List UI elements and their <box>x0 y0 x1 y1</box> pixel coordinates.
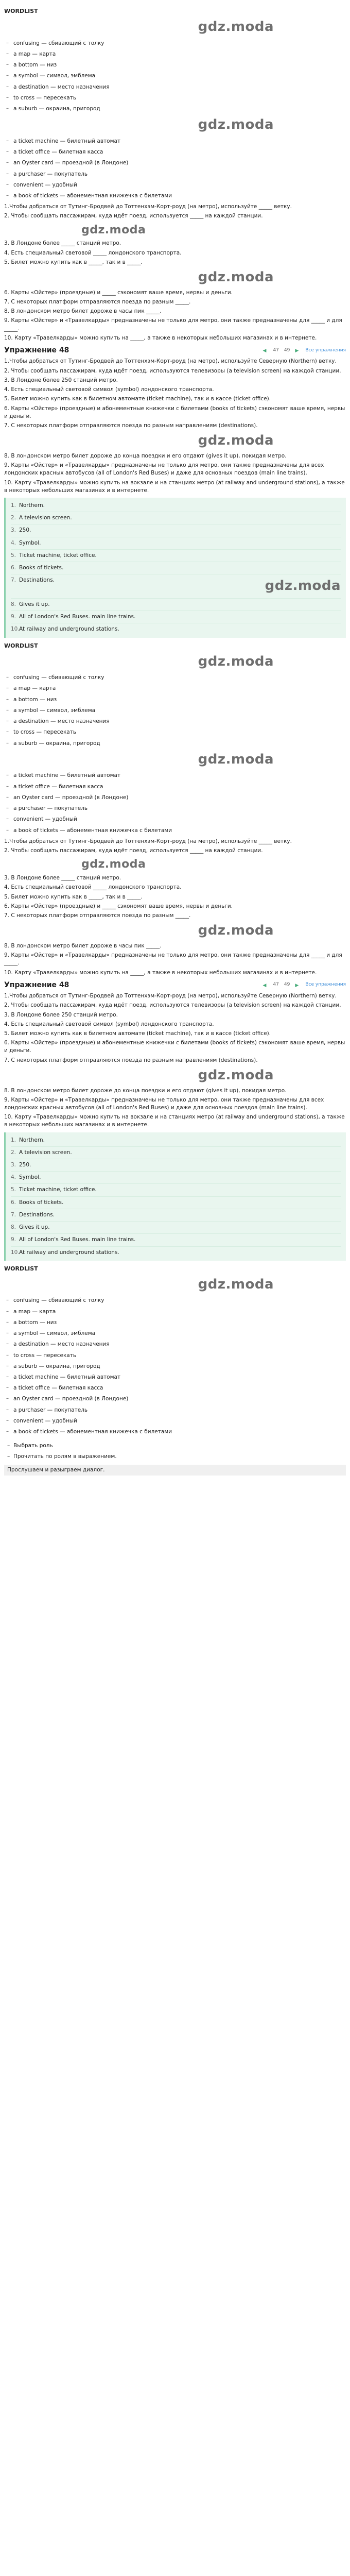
wordlist-item: – a bottom — низ <box>6 1319 57 1326</box>
answer-item: 9. All of London's Red Buses. main line trains. <box>11 611 341 623</box>
wordlist-item: – a map — карта <box>6 1308 56 1315</box>
answer-item: 7. Destinations. <box>11 1209 341 1222</box>
wordlist-item: – a map — карта <box>6 685 56 692</box>
wordlist-item: – a bottom — низ <box>6 696 57 703</box>
watermark-row <box>4 268 346 287</box>
watermark-row <box>4 750 346 770</box>
sentence: 1.Чтобы добраться от Тутинг-Бродвей до Тоттенхэм-Корт-роуд (на метро), используйте _____ ветку. <box>4 204 292 210</box>
wordlist-item: – a ticket machine — билетный автомат <box>6 1374 121 1380</box>
translated-sentence: 2. Чтобы сообщать пассажирам, куда идёт поезд, используются телевизоры (a television screen) на каждой станции. <box>4 367 341 374</box>
translated-sentence: 8. В лондонском метро билет дороже до конца поездки и его отдают (gives it up), покидая метро. <box>4 452 287 459</box>
exercise-nav <box>262 347 346 354</box>
wordlist-item: – a ticket office — билетная касса <box>6 149 103 156</box>
watermark-row <box>4 856 346 873</box>
watermark: gdz.moda <box>198 653 274 669</box>
answers-box <box>4 1132 346 1261</box>
translated-sentence: 9. Карты «Ойстер» и «Травелкарды» предназначены не только для метро, они также предназначены для всех лондонских красных автобусов (all of London's Red Buses) и даже для основных поездов (main line trains). <box>4 462 324 477</box>
instructions <box>4 1440 346 1462</box>
wordlist-item: – a book of tickets — абонементная книжечка с билетами <box>6 1429 172 1435</box>
answer-item: 6. Books of tickets. <box>11 1197 341 1209</box>
sentence: 6. Карты «Ойстер» (проездные) и _____ сэкономят ваше время, нервы и деньги. <box>4 289 233 296</box>
wordlist-item: – convenient — удобный <box>6 1417 77 1424</box>
watermark: gdz.moda <box>198 269 274 285</box>
translated-sentence: 1.Чтобы добраться от Тутинг-Бродвей до Тоттенхэм-Корт-роуд (на метро), используйте Северную (Northern) ветку. <box>4 358 337 365</box>
answer-item: 1. Northern. <box>11 1134 341 1147</box>
sentence: 4. Есть специальный световой _____ лондонского транспорта. <box>4 249 182 256</box>
sentence: 2. Чтобы сообщать пассажирам, куда идёт поезд, используется _____ на каждой станции. <box>4 848 263 854</box>
all-exercises-link[interactable]: Все упражнения <box>305 347 346 353</box>
translated-sentence: 1.Чтобы добраться от Тутинг-Бродвей до Тоттенхэм-Корт-роуд (на метро), используйте Северную (Northern) ветку. <box>4 993 337 999</box>
wordlist-item: – a suburb — окраина, пригород <box>6 1363 100 1369</box>
prev-arrow-icon[interactable]: ◀ <box>262 982 267 988</box>
wordlist-item: – a symbol — символ, эмблема <box>6 707 96 714</box>
translated-sentence: 6. Карты «Ойстер» (проездные) и абонементные книжечки с билетами (books of tickets) сэкономят ваше время, нервы и деньги. <box>4 405 345 419</box>
wordlist-item: – to cross — пересекать <box>6 94 77 101</box>
watermark-row <box>4 222 346 239</box>
next-arrow-icon[interactable]: ▶ <box>295 348 299 354</box>
answer-item: 9. All of London's Red Buses. main line trains. <box>11 1234 341 1246</box>
prev-exercise-link[interactable]: 47 <box>273 982 279 988</box>
wordlist-item: – an Oyster card — проездной (в Лондоне) <box>6 1396 129 1402</box>
wordlist-item: – a purchaser — покупатель <box>6 171 88 177</box>
sentence: 5. Билет можно купить как в _____, так и в _____. <box>4 259 143 265</box>
answer-item: 10. At railway and underground stations. <box>11 1249 119 1256</box>
next-arrow-icon[interactable]: ▶ <box>295 982 299 988</box>
wordlist-item: – confusing — сбивающий с толку <box>6 674 104 681</box>
wordlist-title: WORDLIST <box>4 1265 38 1272</box>
sentence: 2. Чтобы сообщать пассажирам, куда идёт поезд, используется _____ на каждой станции. <box>4 213 263 219</box>
wordlist-item: – a book of tickets — абонементная книжечка с билетами <box>6 192 172 199</box>
answer-item: 8. Gives it up. <box>11 1222 341 1234</box>
watermark: gdz.moda <box>198 923 274 939</box>
translated-sentence: 5. Билет можно купить как в билетном автомате (ticket machine), так и в кассе (ticket office). <box>4 1030 271 1037</box>
all-exercises-link[interactable]: Все упражнения <box>305 982 346 988</box>
wordlist-item: – a ticket machine — билетный автомат <box>6 138 121 144</box>
wordlist-item: – convenient — удобный <box>6 181 77 188</box>
sentence: 3. В Лондоне более _____ станций метро. <box>4 240 121 247</box>
watermark-row <box>4 1066 346 1086</box>
instruction-item: – Выбрать роль <box>4 1440 346 1451</box>
answer-item: 5. Ticket machine, ticket office. <box>11 1184 341 1196</box>
wordlist-item: – confusing — сбивающий с толку <box>6 40 104 46</box>
next-exercise-link[interactable]: 49 <box>284 982 290 988</box>
sentence: 4. Есть специальный световой _____ лондонского транспорта. <box>4 884 182 891</box>
answer-item: 2. A television screen. <box>11 1147 341 1159</box>
wordlist-continued <box>4 136 346 201</box>
wordlist-item: – a purchaser — покупатель <box>6 1406 88 1413</box>
wordlist-item: – confusing — сбивающий с толку <box>6 1297 104 1304</box>
watermark: gdz.moda <box>198 433 274 449</box>
wordlist-item: – a map — карта <box>6 50 56 57</box>
watermark-row <box>4 18 346 37</box>
watermark: gdz.moda <box>198 751 274 767</box>
sentence: 9. Карты «Ойстер» и «Травелкарды» предназначены не только для метро, они также предназначены для _____ и для _____. <box>4 952 342 967</box>
sentence: 10. Карту «Травелкарды» можно купить на _____, а также в некоторых небольших магазинах и в интернете. <box>4 969 317 976</box>
sentence: 6. Карты «Ойстер» (проездные) и _____ сэкономят ваше время, нервы и деньги. <box>4 903 233 909</box>
wordlist-item: – a purchaser — покупатель <box>6 805 88 812</box>
wordlist <box>4 38 346 115</box>
answer-item: 8. Gives it up. <box>11 599 341 611</box>
watermark: gdz.moda <box>198 1276 274 1292</box>
sentence: 3. В Лондоне более _____ станций метро. <box>4 875 121 882</box>
watermark-row <box>4 652 346 672</box>
watermark: gdz.moda <box>81 223 146 236</box>
watermark: gdz.moda <box>265 578 341 594</box>
exercise-header <box>4 980 346 990</box>
wordlist-item: – a ticket office — билетная касса <box>6 783 103 790</box>
answer-item: 2. A television screen. <box>11 512 341 524</box>
wordlist-title: WORDLIST <box>4 642 38 649</box>
wordlist-item: – a symbol — символ, эмблема <box>6 73 96 79</box>
translated-sentence: 7. С некоторых платформ отправляются поезда по разным направлениям (destinations). <box>4 1057 258 1063</box>
watermark: gdz.moda <box>198 19 274 35</box>
wordlist-item: – a suburb — окраина, пригород <box>6 105 100 112</box>
answer-item: 6. Books of tickets. <box>11 562 341 574</box>
translated-sentence: 3. В Лондоне более 250 станций метро. <box>4 1011 118 1018</box>
watermark: gdz.moda <box>198 117 274 133</box>
answer-item: 1. Northern. <box>11 500 341 512</box>
translated-sentence: 9. Карты «Ойстер» и «Травелкарды» предназначены не только для метро, они также предназначены для всех лондонских красных автобусов (all of London's Red Buses) и даже для основных поездов (main line trains). <box>4 1096 324 1111</box>
watermark-row <box>4 431 346 451</box>
answer-item: 7. Destinations. gdz.moda <box>11 574 341 599</box>
exercise-title: Упражнение 48 <box>4 980 69 989</box>
exercise-title: Упражнение 48 <box>4 346 69 355</box>
exercise-nav <box>262 981 346 988</box>
wordlist-item: – a destination — место назначения <box>6 1341 110 1348</box>
footer-text: Прослушаем и разыграем диалог. <box>4 1465 346 1476</box>
translated-sentence: 7. С некоторых платформ отправляются поезда по разным направлениям (destinations). <box>4 422 258 429</box>
wordlist-item: – an Oyster card — проездной (в Лондоне) <box>6 160 129 166</box>
sentence: 8. В лондонском метро билет дороже в часы пик _____. <box>4 942 162 949</box>
translated-sentence: 10. Карту «Травелкарды» можно купить на вокзале и на станциях метро (at railway and underground stations), а также в некоторых небольших магазинах и в интернете. <box>4 1114 345 1128</box>
answer-item: 10. At railway and underground stations. <box>11 626 119 633</box>
wordlist-item: – a destination — место назначения <box>6 83 110 90</box>
wordlist-continued <box>4 770 346 836</box>
sentence: 9. Карты «Ойстер» и «Травелкарды» предназначены не только для метро, они также предназначены для _____ и для _____. <box>4 317 342 332</box>
sentence: 10. Карту «Травелкарды» можно купить на _____, а также в некоторых небольших магазинах и в интернете. <box>4 334 317 341</box>
instruction-item: – Прочитать по ролям в выражением. <box>4 1451 346 1462</box>
wordlist-item: – convenient — удобный <box>6 816 77 823</box>
sentence: 1.Чтобы добраться от Тутинг-Бродвей до Тоттенхэм-Корт-роуд (на метро), используйте _____ ветку. <box>4 838 292 844</box>
translated-sentence: 4. Есть специальный световой символ (symbol) лондонского транспорта. <box>4 1021 214 1027</box>
wordlist-item: – an Oyster card — проездной (в Лондоне) <box>6 794 129 801</box>
exercise-header <box>4 345 346 355</box>
answer-item: 5. Ticket machine, ticket office. <box>11 550 341 562</box>
watermark-row <box>4 1275 346 1295</box>
sentence: 8. В лондонском метро билет дороже в часы пик _____. <box>4 308 162 315</box>
watermark: gdz.moda <box>81 858 146 871</box>
translated-sentence: 6. Карты «Ойстер» (проездные) и абонементные книжечки с билетами (books of tickets) сэкономят ваше время, нервы и деньги. <box>4 1040 345 1054</box>
wordlist-item: – a ticket office — билетная касса <box>6 1385 103 1392</box>
wordlist-item: – a suburb — окраина, пригород <box>6 740 100 747</box>
next-exercise-link[interactable]: 49 <box>284 347 290 353</box>
wordlist-item: – a symbol — символ, эмблема <box>6 1330 96 1337</box>
wordlist-title: WORDLIST <box>4 8 38 14</box>
translated-sentence: 4. Есть специальный световой символ (symbol) лондонского транспорта. <box>4 386 214 393</box>
translated-sentence: 10. Карту «Травелкарды» можно купить на вокзале и на станциях метро (at railway and underground stations), а также в некоторых небольших магазинах и в интернете. <box>4 479 345 494</box>
answer-item: 4. Symbol. <box>11 1172 341 1184</box>
translated-sentence: 3. В Лондоне более 250 станций метро. <box>4 377 118 383</box>
wordlist-item: – to cross — пересекать <box>6 729 77 736</box>
translated-sentence: 5. Билет можно купить как в билетном автомате (ticket machine), так и в кассе (ticket office). <box>4 396 271 402</box>
wordlist <box>4 672 346 749</box>
watermark-row <box>4 115 346 135</box>
translated-sentence: 2. Чтобы сообщать пассажирам, куда идёт поезд, используются телевизоры (a television screen) на каждой станции. <box>4 1002 341 1009</box>
wordlist-item: – a destination — место назначения <box>6 718 110 725</box>
watermark: gdz.moda <box>198 1067 274 1083</box>
answer-item: 3. 250. <box>11 524 341 537</box>
translated-sentence: 8. В лондонском метро билет дороже до конца поездки и его отдают (gives it up), покидая метро. <box>4 1087 287 1094</box>
wordlist-item: – a book of tickets — абонементная книжечка с билетами <box>6 827 172 834</box>
sentence: 7. С некоторых платформ отправляются поезда по разным _____. <box>4 912 191 919</box>
prev-arrow-icon[interactable]: ◀ <box>262 348 267 354</box>
answer-item: 4. Symbol. <box>11 537 341 550</box>
wordlist-item: – a bottom — низ <box>6 62 57 69</box>
sentence: 5. Билет можно купить как в _____, так и в _____. <box>4 893 143 900</box>
answer-item: 3. 250. <box>11 1159 341 1172</box>
wordlist <box>4 1295 346 1437</box>
wordlist-item: – a ticket machine — билетный автомат <box>6 772 121 779</box>
watermark-row <box>4 921 346 941</box>
answers-box <box>4 498 346 638</box>
wordlist-item: – to cross — пересекать <box>6 1352 77 1359</box>
sentence: 7. С некоторых платформ отправляются поезда по разным _____. <box>4 299 191 306</box>
prev-exercise-link[interactable]: 47 <box>273 347 279 353</box>
